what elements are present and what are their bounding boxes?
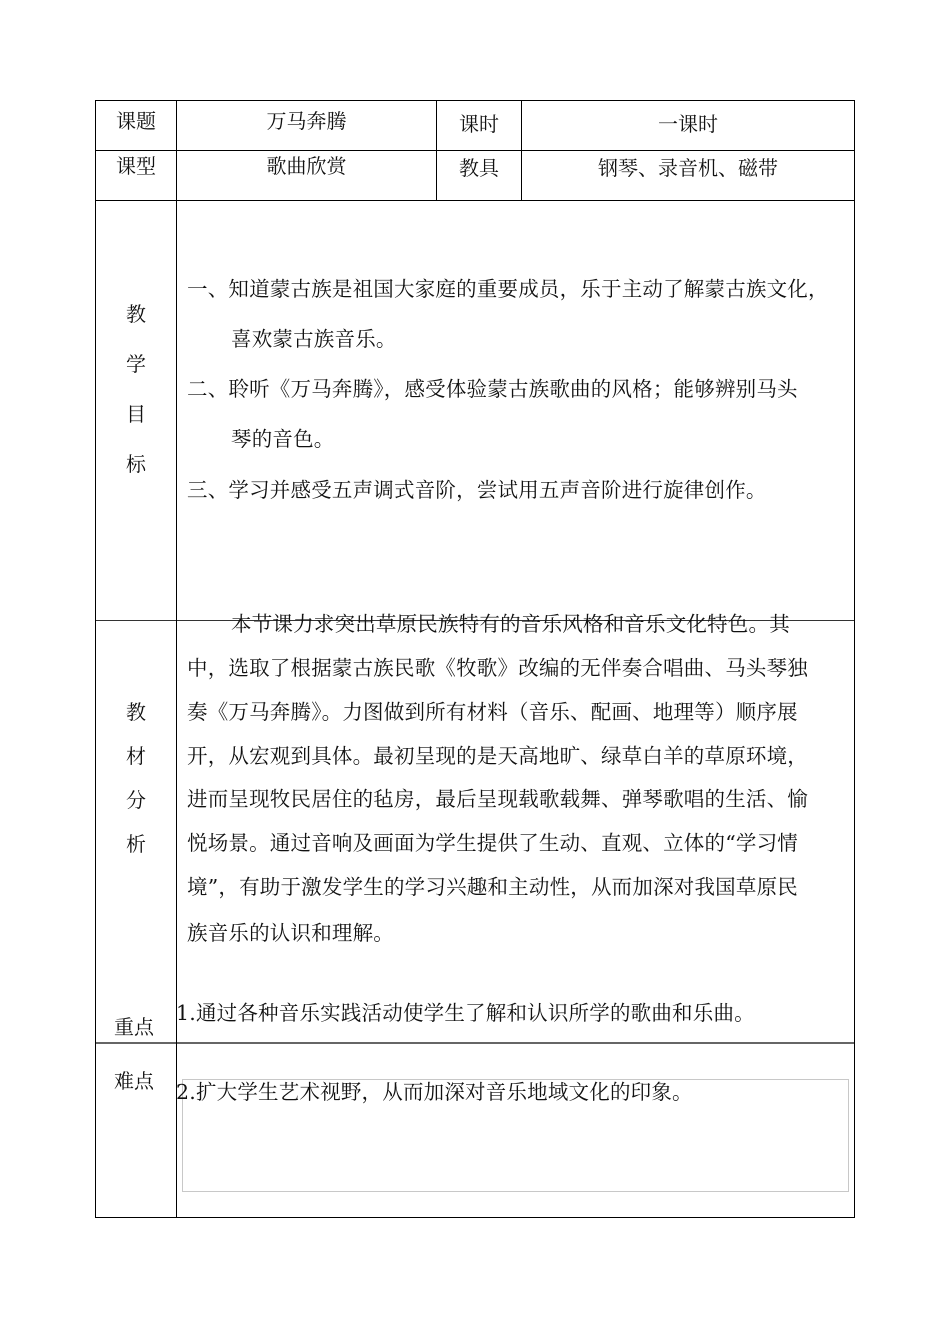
table-border-right [854,100,855,1218]
table-border-bottom [95,1217,855,1218]
analysis-label-char: 教 [126,700,146,724]
objective-line: 二、聆听《万马奔腾》，感受体验蒙古族歌曲的风格；能够辨别马头 [187,377,798,401]
analysis-label-char: 析 [126,832,146,856]
objectives-label-char: 教 [126,302,146,326]
analysis-line: 本节课力求突出草原民族特有的音乐风格和音乐文化特色。其 [231,612,790,636]
difficulties-label: 难点 [114,1069,154,1093]
objectives-label-char: 标 [126,452,146,476]
lesson-hours-value: 一课时 [658,112,718,136]
analysis-line: 悦场景。通过音响及画面为学生提供了生动、直观、立体的“学习情 [187,831,798,855]
teaching-aids-value: 钢琴、录音机、磁带 [598,156,778,180]
objective-line: 琴的音色。 [231,427,335,451]
label-lesson-title: 课题 [116,109,156,133]
objectives-label-char: 学 [126,352,146,376]
table-border-left [95,100,96,1218]
analysis-line: 族音乐的认识和理解。 [187,921,394,945]
objective-line: 三、学习并感受五声调式音阶，尝试用五声音阶进行旋律创作。 [187,478,767,502]
label-teaching-aids: 教具 [459,156,499,180]
table-border-top [95,100,855,101]
key-points-label: 重点 [114,1015,154,1039]
objective-line: 一、知道蒙古族是祖国大家庭的重要成员，乐于主动了解蒙古族文化， [187,277,829,301]
objectives-label-char: 目 [126,402,146,426]
lesson-type-value: 歌曲欣赏 [266,154,347,178]
analysis-line: 奏《万马奔腾》。力图做到所有材料（音乐、配画、地理等）顺序展 [187,700,798,724]
analysis-line: 开，从宏观到具体。最初呈现的是天高地旷、绿草白羊的草原环境， [187,744,808,768]
analysis-label-char: 分 [126,788,146,812]
label-lesson-hours: 课时 [459,112,499,136]
analysis-label-char: 材 [126,744,146,768]
key-points-text: 1.通过各种音乐实践活动使学生了解和认识所学的歌曲和乐曲。 [176,1001,755,1025]
table-row-divider [95,1042,855,1044]
label-lesson-type: 课型 [116,154,156,178]
table-row-divider [95,150,855,151]
table-row-divider [95,200,855,201]
analysis-line: 境”，有助于激发学生的学习兴趣和主动性，从而加深对我国草原民 [187,875,798,899]
difficulties-text: 2.扩大学生艺术视野，从而加深对音乐地域文化的印象。 [176,1080,693,1104]
analysis-line: 进而呈现牧民居住的毡房，最后呈现载歌载舞、弹琴歌唱的生活、愉 [187,787,808,811]
table-col-divider [176,100,177,1218]
objective-line: 喜欢蒙古族音乐。 [231,327,397,351]
lesson-title-value: 万马奔腾 [266,109,347,133]
analysis-line: 中，选取了根据蒙古族民歌《牧歌》改编的无伴奏合唱曲、马头琴独 [187,656,808,680]
